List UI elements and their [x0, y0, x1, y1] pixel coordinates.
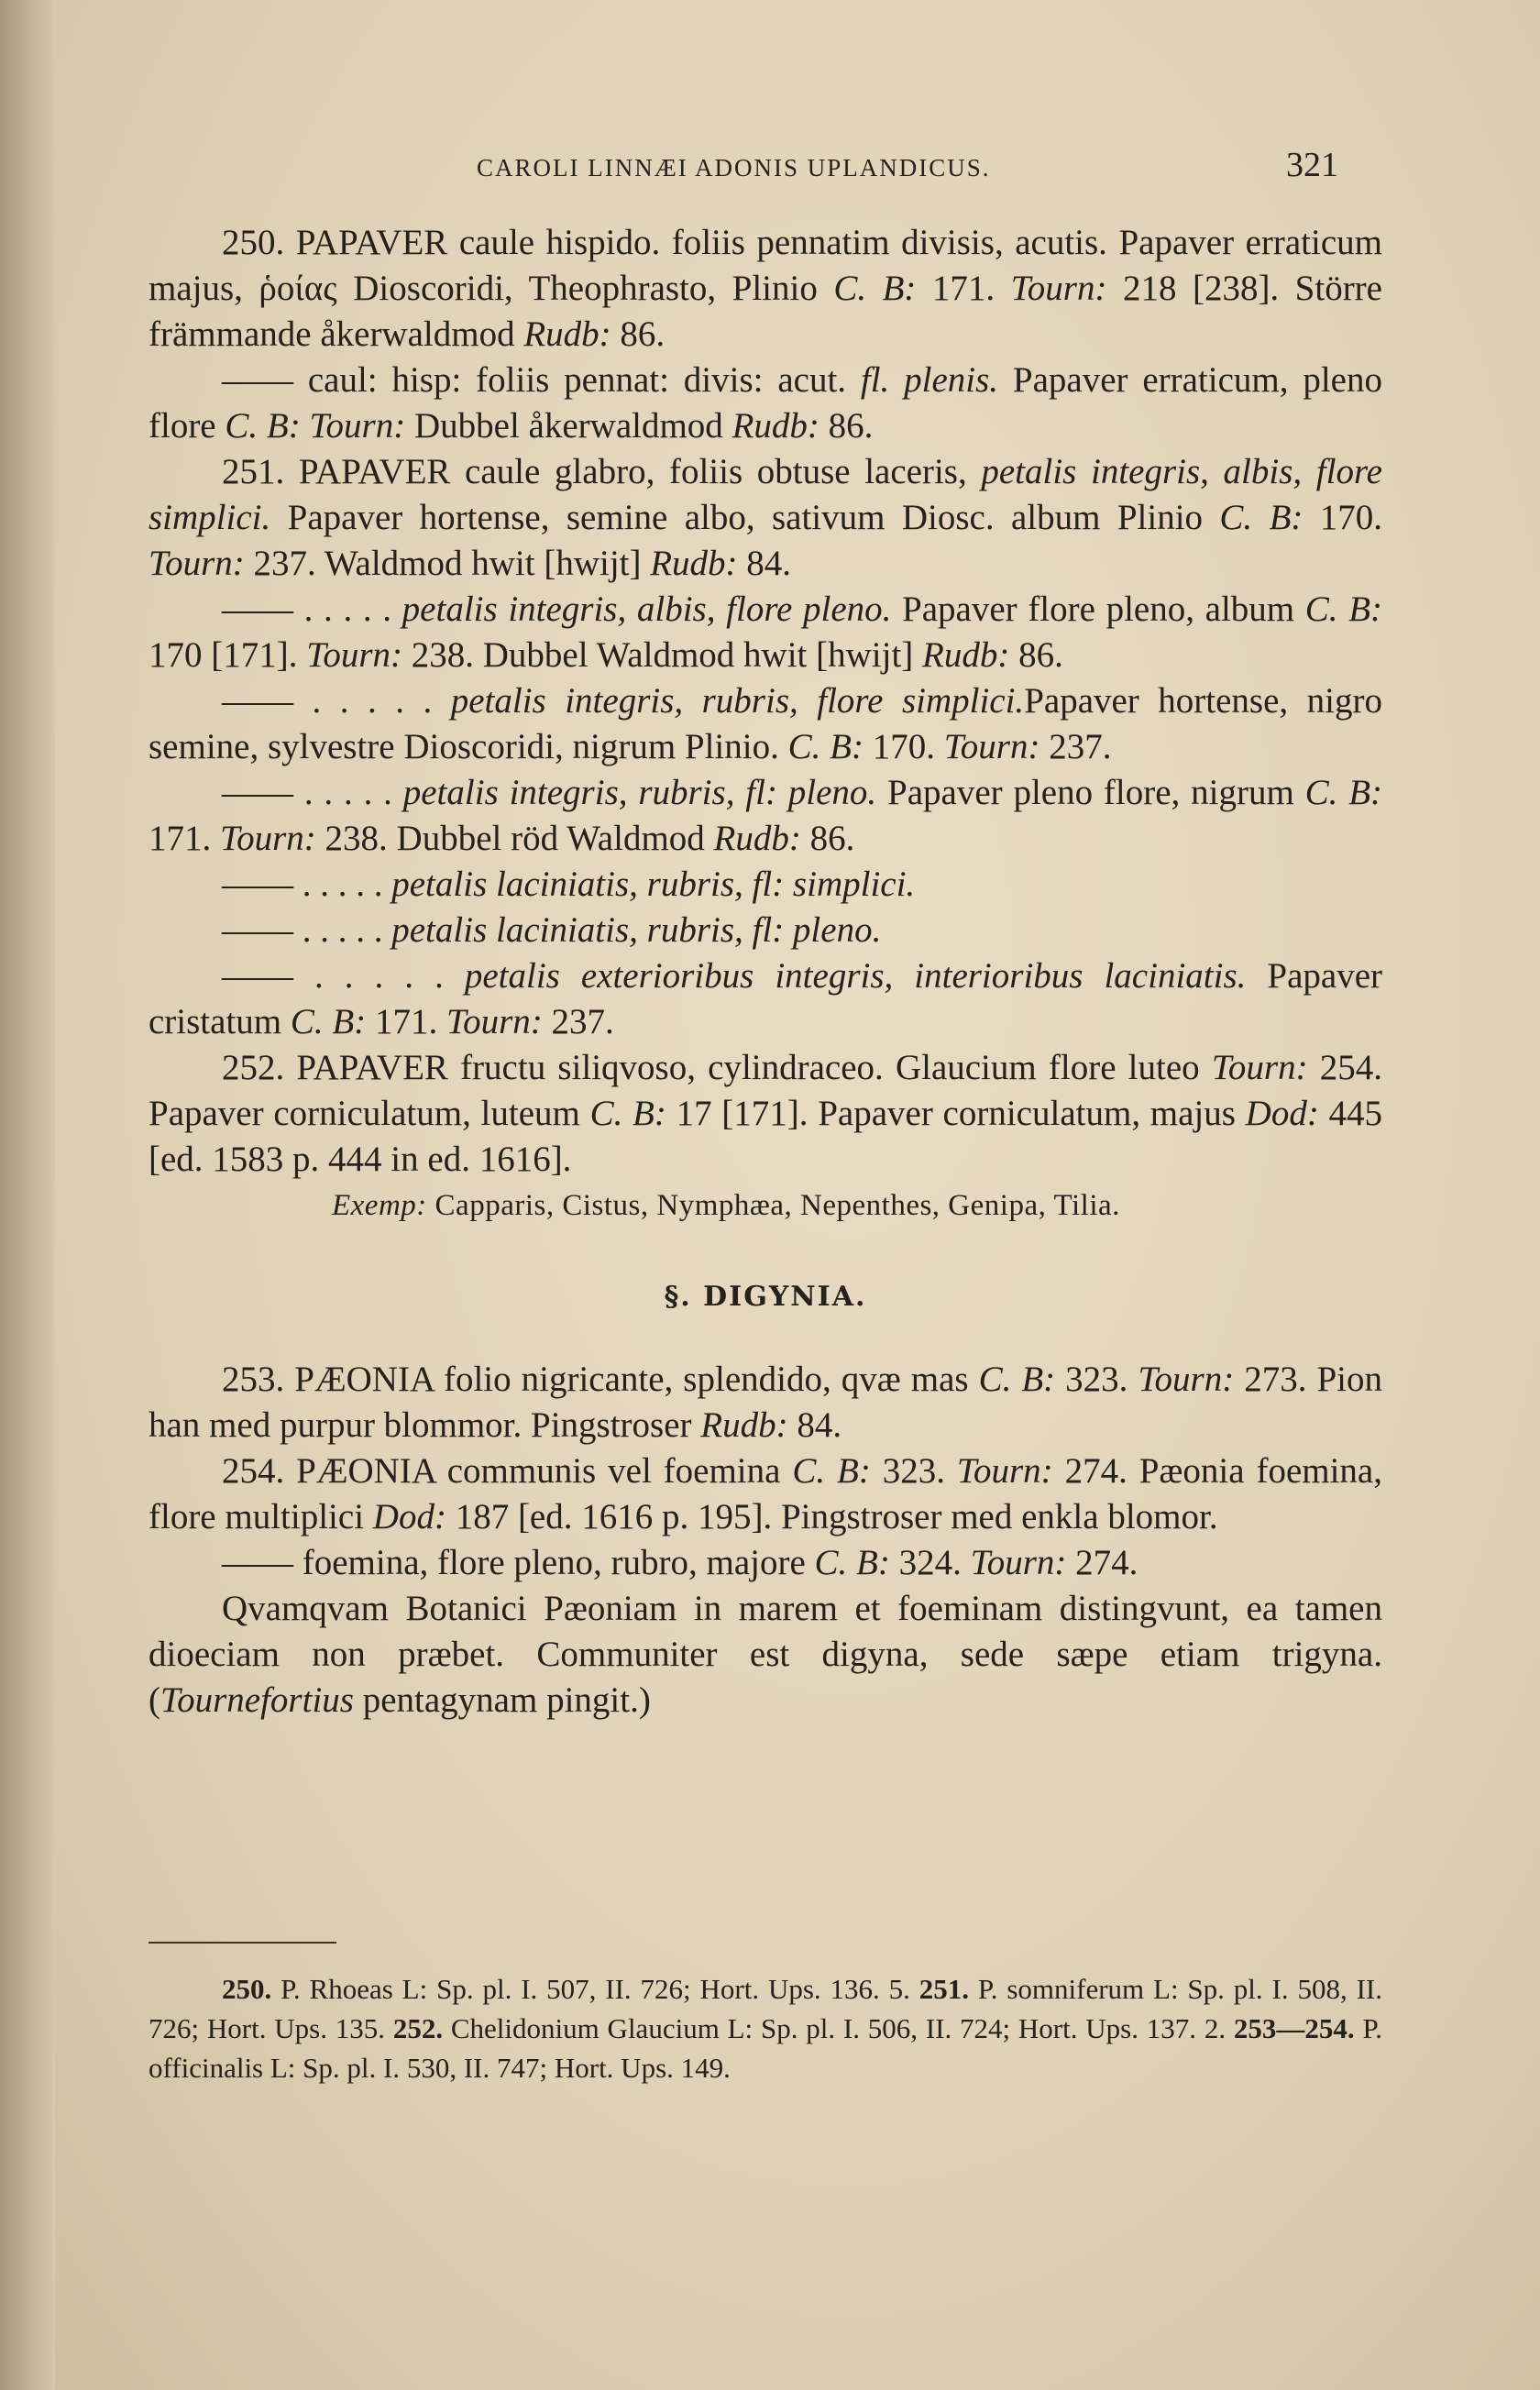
entry-251-variety-2 — [148, 678, 1382, 770]
section-heading: §. DIGYNIA. — [664, 1281, 867, 1313]
text-run: —— caul: hisp: foliis pennat: divis: acut. — [222, 360, 861, 400]
italic-run: petalis integris, rubris, flore simplici. — [450, 681, 1025, 721]
entry-252 — [148, 1045, 1382, 1183]
italic-run: petalis integris, rubris, fl: pleno. — [402, 773, 877, 812]
text-run: 171. — [366, 1002, 446, 1041]
text-run: Papaver flore pleno, album — [891, 589, 1305, 629]
italic-run: Rudb: — [650, 544, 738, 583]
running-head: CAROLI LINNÆI ADONIS UPLANDICUS. — [477, 154, 991, 182]
italic-run: petalis exterioribus integris, interioribus laciniatis. — [464, 956, 1247, 996]
text-run: pentagynam pingit.) — [353, 1680, 651, 1720]
text-run: 274. Pæonia foemina, flore multiplici — [148, 1451, 1382, 1536]
italic-run: fl. plenis. — [860, 360, 999, 400]
text-run: 254. PÆONIA communis vel foemina — [222, 1451, 793, 1491]
italic-run: Tournefortius — [160, 1680, 354, 1720]
italic-run: Tourn: — [148, 544, 245, 583]
entry-251-variety-4 — [148, 862, 1382, 908]
main-text — [148, 220, 1382, 1724]
text-run: Chelidonium Glaucium L: Sp. pl. I. 506, II. 724; Hort. Ups. 137. 2. — [443, 2012, 1234, 2044]
text-run: —— . . . . . — [222, 589, 402, 629]
italic-run: C. B: — [978, 1360, 1056, 1399]
italic-run: C. B: Tourn: — [225, 406, 406, 446]
entry-251-variety-1 — [148, 587, 1382, 678]
italic-run: petalis integris, albis, flore simplici. — [148, 452, 1382, 537]
text-run: Papaver pleno flore, nigrum — [876, 773, 1305, 812]
text-run: 84. — [787, 1405, 842, 1445]
page-header — [147, 145, 1338, 200]
italic-run: C. B: — [290, 1002, 367, 1041]
text-run: Capparis, Cistus, Nymphæa, Nepenthes, Genipa, Tilia. — [426, 1189, 1120, 1222]
text-run: 253. PÆONIA folio nigricante, splendido, qvæ mas — [222, 1360, 979, 1399]
italic-run: Rudb: — [922, 635, 1010, 675]
text-run: P. Rhoeas L: Sp. pl. I. 507, II. 726; Hort. Ups. 136. 5. — [271, 1973, 919, 2005]
italic-run: Tourn: — [220, 819, 316, 858]
italic-run: Tourn: — [1211, 1048, 1308, 1087]
italic-run: petalis laciniatis, rubris, fl: simplici. — [391, 865, 916, 904]
text-run: 323. — [870, 1451, 957, 1491]
entry-251 — [148, 449, 1382, 587]
entry-251-variety-3 — [148, 770, 1382, 862]
text-run: —— . . . . . — [222, 681, 451, 721]
text-run: Papaver hortense, semine albo, sativum Diosc. album Plinio — [270, 498, 1220, 537]
italic-run: C. B: — [1219, 498, 1304, 537]
footnotes — [148, 1969, 1382, 2087]
entry-254 — [148, 1448, 1382, 1540]
text-run: —— . . . . . — [222, 956, 465, 996]
text-run: 323. — [1055, 1360, 1138, 1399]
text-run: 170. — [1303, 498, 1383, 537]
text-run: Papaver cristatum — [148, 956, 1383, 1041]
italic-run: Rudb: — [523, 314, 611, 354]
italic-run: Dod: — [372, 1497, 446, 1536]
text-run: 250. PAPAVER caule hispido. foliis pennatim divisis, acutis. Papaver erraticum majus, — [148, 223, 1382, 308]
italic-run: C. B: — [792, 1451, 871, 1491]
italic-run: C. B: — [1304, 773, 1383, 812]
italic-run: petalis integris, albis, flore pleno. — [402, 589, 892, 629]
footnote-text — [148, 1969, 1382, 2087]
italic-run: Tourn: — [306, 635, 403, 675]
text-run: 171. — [916, 269, 1011, 308]
bold-run: 250. — [222, 1973, 272, 2005]
text-run: 171. — [148, 819, 220, 858]
italic-run: Tourn: — [446, 1002, 543, 1041]
italic-run: Tourn: — [970, 1543, 1067, 1582]
entry-250 — [148, 220, 1382, 358]
italic-run: Dod: — [1245, 1094, 1319, 1133]
text-run: Qvamqvam Botanici Pæoniam in marem et foeminam distingvunt, ea tamen dioeciam non præbet. Communiter est digyna, sede sæpe etiam trigyna. ( — [148, 1589, 1382, 1720]
text-run: 84. — [737, 544, 792, 583]
text-run: 187 [ed. 1616 p. 195]. Pingstroser med enkla blomor. — [446, 1497, 1218, 1536]
text-run: 86. — [800, 819, 855, 858]
italic-run: C. B: — [833, 269, 917, 308]
text-run: Papaver erraticum, pleno flore — [148, 360, 1382, 446]
italic-run: Tourn: — [943, 727, 1040, 766]
text-run: 254. Papaver corniculatum, luteum — [148, 1048, 1383, 1133]
italic-run: C. B: — [787, 727, 864, 766]
italic-run: Tourn: — [1138, 1360, 1235, 1399]
text-run: 238. Dubbel röd Waldmod — [315, 819, 714, 858]
text-run: 170 [171]. — [148, 635, 307, 675]
italic-run: Rudb: — [700, 1405, 788, 1445]
text-run: —— . . . . . — [222, 910, 392, 950]
entry-253 — [148, 1357, 1382, 1448]
text-run: 252. PAPAVER fructu siliqvoso, cylindraceo. Glaucium flore luteo — [222, 1048, 1212, 1087]
italic-run: Tourn: — [956, 1451, 1053, 1491]
italic-run: C. B: — [589, 1094, 666, 1133]
text-run: 274. — [1066, 1543, 1138, 1582]
entry-254-variety — [148, 1540, 1382, 1586]
italic-run: C. B: — [814, 1543, 890, 1582]
footnote-rule — [148, 1942, 336, 1944]
italic-run: Rudb: — [732, 406, 820, 446]
text-run: Papaver hortense, nigro semine, sylvestre Dioscoridi, nigrum Plinio. — [148, 681, 1382, 766]
text-run: 238. Dubbel Waldmod hwit [hwijt] — [402, 635, 923, 675]
bold-run: 253—254. — [1233, 2012, 1355, 2044]
text-run: 251. PAPAVER caule glabro, foliis obtuse laceris, — [222, 452, 982, 491]
page-gutter-shadow — [0, 0, 55, 2390]
text-run: ῥοίας — [258, 269, 337, 308]
text-run: 237. — [1040, 727, 1112, 766]
text-run: 218 [238]. Större främmande åkerwaldmod — [148, 269, 1382, 354]
text-run: P. officinalis L: Sp. pl. I. 530, II. 747; Hort. Ups. 149. — [148, 2012, 1382, 2084]
italic-run: petalis laciniatis, rubris, fl: pleno. — [391, 910, 882, 950]
text-run: 324. — [889, 1543, 971, 1582]
italic-run: Exemp: — [332, 1189, 427, 1222]
page-number: 321 — [1286, 146, 1338, 184]
text-run: 273. Pion han med purpur blommor. Pingstroser — [148, 1360, 1383, 1445]
italic-run: Tourn: — [1010, 269, 1107, 308]
italic-run: C. B: — [1304, 589, 1383, 629]
entry-251-variety-5 — [148, 908, 1382, 953]
exempla-line — [148, 1183, 1382, 1228]
text-run: 170. — [863, 727, 944, 766]
italic-run: Rudb: — [713, 819, 801, 858]
text-run: —— . . . . . — [222, 773, 403, 812]
text-run: 86. — [610, 314, 666, 354]
entry-250-variety — [148, 358, 1382, 449]
text-run: P. somniferum L: Sp. pl. I. 508, II. 726; Hort. Ups. 135. — [148, 1973, 1382, 2044]
text-run: 237. Waldmod hwit [hwijt] — [244, 544, 651, 583]
text-run: 86. — [1009, 635, 1063, 675]
text-run: 445 [ed. 1583 p. 444 in ed. 1616]. — [148, 1094, 1383, 1179]
text-run: —— . . . . . — [222, 865, 392, 904]
text-run: —— foemina, flore pleno, rubro, majore — [222, 1543, 815, 1582]
entry-251-variety-6 — [148, 953, 1382, 1045]
text-run: Dioscoridi, Theophrasto, Plinio — [336, 269, 834, 308]
bold-run: 252. — [392, 2012, 444, 2044]
text-run: 237. — [542, 1002, 614, 1041]
text-run: 17 [171]. Papaver corniculatum, majus — [666, 1094, 1246, 1133]
text-run: 86. — [819, 406, 874, 446]
text-run: Dubbel åkerwaldmod — [405, 406, 732, 446]
entry-254-note — [148, 1586, 1382, 1724]
bold-run: 251. — [918, 1973, 970, 2005]
